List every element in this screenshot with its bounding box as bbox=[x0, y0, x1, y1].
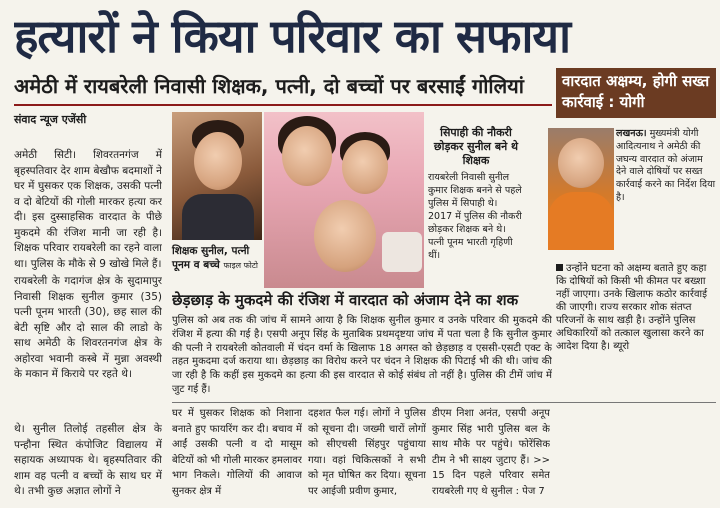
dateline: लखनऊ। bbox=[616, 128, 647, 139]
section-body: पुलिस को अब तक की जांच में सामने आया है कि शिक्षक सुनील कुमार व उनके परिवार की मुकदमे की रंजिश में हत्या की गई है। एसपी अनूप सिंह के मुताबिक प्रथमदृष्टया जांच में पता चला है कि सुनील कुमार की पत्नी ने रायबरेली कोतवाली में चंदन वर्मा के खिलाफ 18 अगस्त को छेड़छाड़ व एससी-एसटी एक्ट के तहत मुकदमा दर्ज कराया था। छेड़छाड़ का विरोध करने पर चंदन ने शिक्षक की पिटाई भी की थी। जांच की जा रही है कि कहीं इस मुकदमे का हत्या की इस वारदात से कोई संबंध तो नहीं है। पुलिस की टीमें जांच में जुट गई हैं। bbox=[172, 315, 552, 395]
photo-caption bbox=[172, 244, 264, 273]
story-paragraph: रायबरेली के गदागंज क्षेत्र के सुदामापुर निवासी शिक्षक सुनील कुमार (35) पत्नी पूनम भारती (30), छह साल की बेटी सृष्टि और दो साल की लाडो के साथ अमेठी के शिवरतनगंज क्षेत्र के अहोरवा भवानी कस्बे में मुन्ना अवस्थी के मकान में किराये पर रहते थे। bbox=[14, 275, 162, 380]
sidebar-body: रायबरेली निवासी सुनील कुमार शिक्षक बनने से पहले पुलिस में सिपाही थे। 2017 में पुलिस की नौकरी छोड़कर शिक्षक बने थे। पत्नी पूनम भारती गृहिणी थीं। bbox=[428, 172, 522, 261]
teacher-photo bbox=[172, 112, 262, 240]
story-column-1-continued: थे। सुनील तिलोई तहसील क्षेत्र के पन्हौना स्थित कंपोजिट विद्यालय में सहायक अध्यापक थे। बृहस्पतिवार की शाम वह पत्नी व बच्चों के साथ घर में थे। तभी कुछ अज्ञात लोगों ने bbox=[14, 423, 162, 497]
sidebar-box bbox=[428, 126, 524, 276]
byline-agency: संवाद न्यूज एजेंसी bbox=[14, 113, 87, 126]
bullet-square-icon bbox=[556, 264, 563, 271]
story-column-bottom-2: दहशत फैल गई। लोगों ने पुलिस को सूचना दी। जख्मी चारों लोगों को सीएचसी सिंहपुर पहुंचाया गया। वहां चिकित्सकों ने सभी को मृत घोषित कर दिया। सूचना पर आईजी प्रवीण कुमार, bbox=[308, 408, 426, 497]
subheadline: अमेठी में रायबरेली निवासी शिक्षक, पत्नी, दो बच्चों पर बरसाईं गोलियां bbox=[14, 74, 524, 98]
sidebar-title: सिपाही की नौकरी छोड़कर सुनील बने थे शिक्षक bbox=[433, 126, 519, 167]
divider bbox=[172, 402, 716, 403]
caption-text: शिक्षक सुनील, पत्नी पूनम व बच्चे bbox=[172, 245, 250, 271]
story-paragraph: अमेठी सिटी। शिवरतनगंज में बृहस्पतिवार देर शाम बेखौफ बदमाशों ने घर में घुसकर एक शिक्षक, उसकी पत्नी व दो बेटियों की गोली मारकर हत्या कर दी। इस दुस्साहसिक वारदात के पीछे मुकदमे की रंजिश मानी जा रही है। शिक्षक परिवार रायबरेली का रहने वाला था। पुलिस के मौके से 9 खोखे मिले हैं। bbox=[14, 149, 162, 270]
story-column-bottom-1: घर में घुसकर शिक्षक को निशाना बनाते हुए फायरिंग कर दी। बचाव में आईं उसकी पत्नी व दो मासूम बेटियों को भी गोली मारकर हमलावर भाग निकले। गोलियों की आवाज सुनकर क्षेत्र में bbox=[172, 408, 302, 497]
cm-statement-body: मुख्यमंत्री योगी आदित्यनाथ ने अमेठी की जघन्य वारदात को अंजाम देने वाले दोषियों पर सख्त कार्रवाई करने का निर्देश दिया है। bbox=[616, 128, 716, 203]
cm-statement-continued bbox=[556, 262, 716, 398]
photo-credit: फाइल फोटो bbox=[223, 261, 258, 270]
story-column-bottom-3: डीएम निशा अनंत, एसपी अनूप कुमार सिंह भारी पुलिस बल के साथ मौके पर पहुंचे। फोरेंसिक टीम ने भी साक्ष्य जुटाए हैं। >> 15 दिन पहले परिवार समेत रायबरेली गए थे सुनील : पेज 7 bbox=[432, 408, 550, 497]
family-photo bbox=[264, 112, 424, 288]
headline: हत्यारों ने किया परिवार का सफाया bbox=[14, 9, 570, 63]
cm-statement-text: उन्होंने घटना को अक्षम्य बताते हुए कहा कि दोषियों को किसी भी कीमत पर बख्शा नहीं जाएगा। उनके खिलाफ कठोर कार्रवाई की जाएगी। राज्य सरकार शोक संतप्त परिजनों के साथ खड़ी है। उन्होंने पुलिस अधिकारियों को तत्काल खुलासा करने का आदेश दिया है। ब्यूरो bbox=[556, 263, 708, 352]
story-column-1 bbox=[14, 148, 162, 422]
cm-statement-callout: वारदात अक्षम्य, होगी सख्त कार्रवाई : योगी bbox=[556, 68, 716, 118]
cm-statement bbox=[616, 128, 716, 258]
chief-minister-photo bbox=[548, 128, 614, 250]
section-headline: छेड़छाड़ के मुकदमे की रंजिश में वारदात को अंजाम देने का शक bbox=[172, 291, 519, 309]
divider bbox=[14, 104, 552, 106]
